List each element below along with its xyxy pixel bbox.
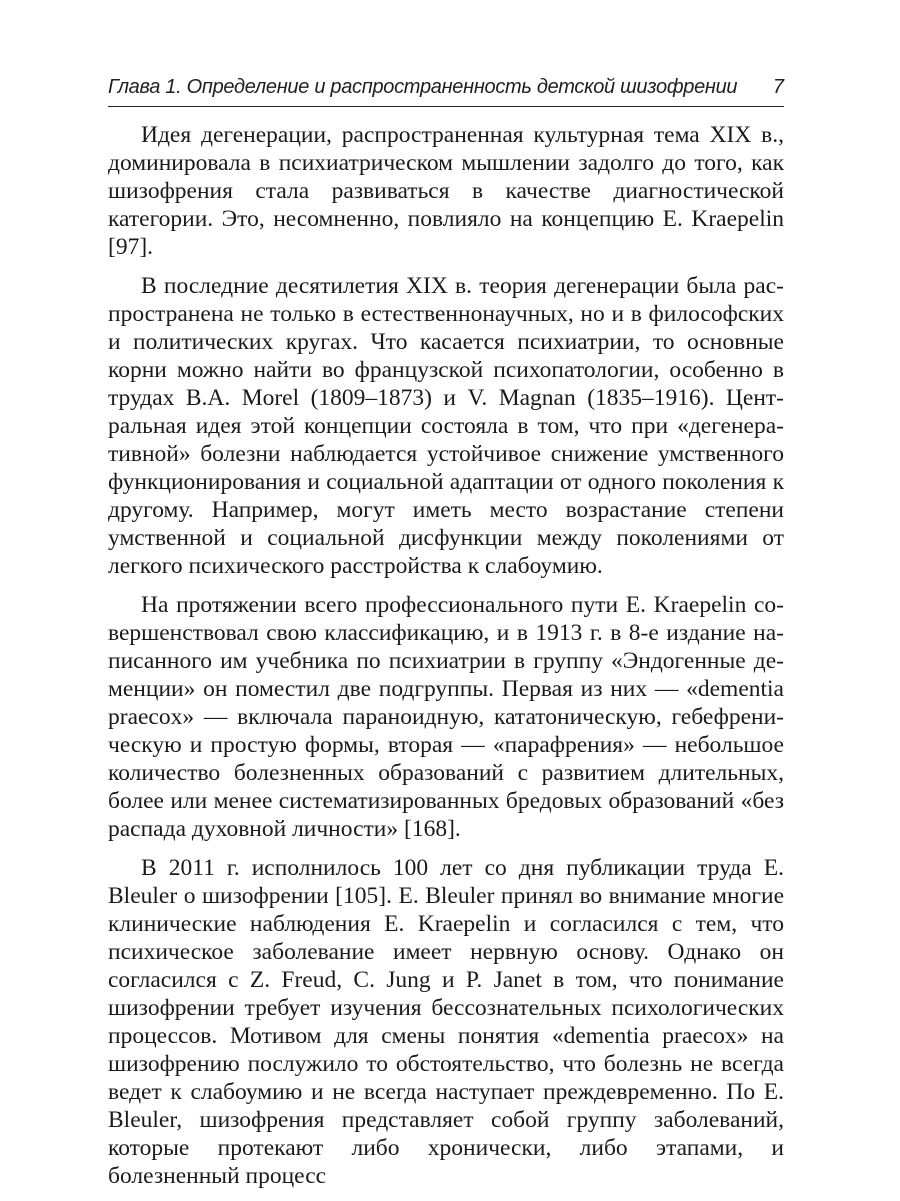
paragraph-1: Идея дегенерации, распространенная культурная тема XIX в., доминировала в психиатрическом мышлении задолго до того, как шизофрения стала развиваться в качестве диагностической категории. Это, несомненно, повлияло на концепцию E. Kraepelin [97]. [108, 122, 784, 260]
paragraph-2: В последние десятилетия XIX в. теория дегенерации была распространена не только в естественнонаучных, но и в философских и политических кругах. Что касается психиатрии, то основные корни можно найти во французской психопатологии, особенно в трудах B.A. Morel (1809–1873) и V. Magnan (1835–1916). Центральная идея этой концепции состояла в том, что при «дегенеративной» болезни наблюдается устойчивое снижение умственного функционирования и социальной адаптации от одного поколения к другому. Например, могут иметь место возрастание степени умственной и социальной дисфункции между поколениями от легкого психического расстройства к слабоумию. [108, 273, 784, 579]
body-text [108, 121, 784, 1201]
header-rule [108, 106, 784, 107]
running-header [108, 74, 784, 104]
paragraph-4: В 2011 г. исполнилось 100 лет со дня публикации труда E. Bleuler о шизофрении [105]. E. Bleuler принял во внимание многие клинические наблюдения E. Kraepelin и согласился с тем, что психическое заболевание имеет нервную основу. Однако он согласился с Z. Freud, C. Jung и P. Janet в том, что понимание шизофрении требует изучения бессознательных психологических процессов. Мотивом для смены понятия «dementia praecox» на шизофрению послужило то обстоятельство, что болезнь не всегда ведет к слабоумию и не всегда наступает преждевременно. По E. Bleuler, шизофрения представляет собой группу заболеваний, которые протекают либо хронически, либо этапами, и болезненный процесс [108, 855, 784, 1189]
paragraph-3: На протяжении всего профессионального пути E. Kraepelin совершенствовал свою классификацию, и в 1913 г. в 8-е издание написанного им учебника по психиатрии в группу «Эндогенные деменции» он поместил две подгруппы. Первая из них — «dementia praecox» — включала параноидную, кататоническую, гебефреническую и простую формы, вторая — «парафрения» — небольшое количество болезненных образований с развитием длительных, более или менее систематизированных бредовых образований «без распада духовной личности» [168]. [108, 592, 784, 842]
page-number: 7 [772, 76, 784, 98]
chapter-title: Глава 1. Определение и распространенность детской шизофрении [108, 76, 738, 98]
